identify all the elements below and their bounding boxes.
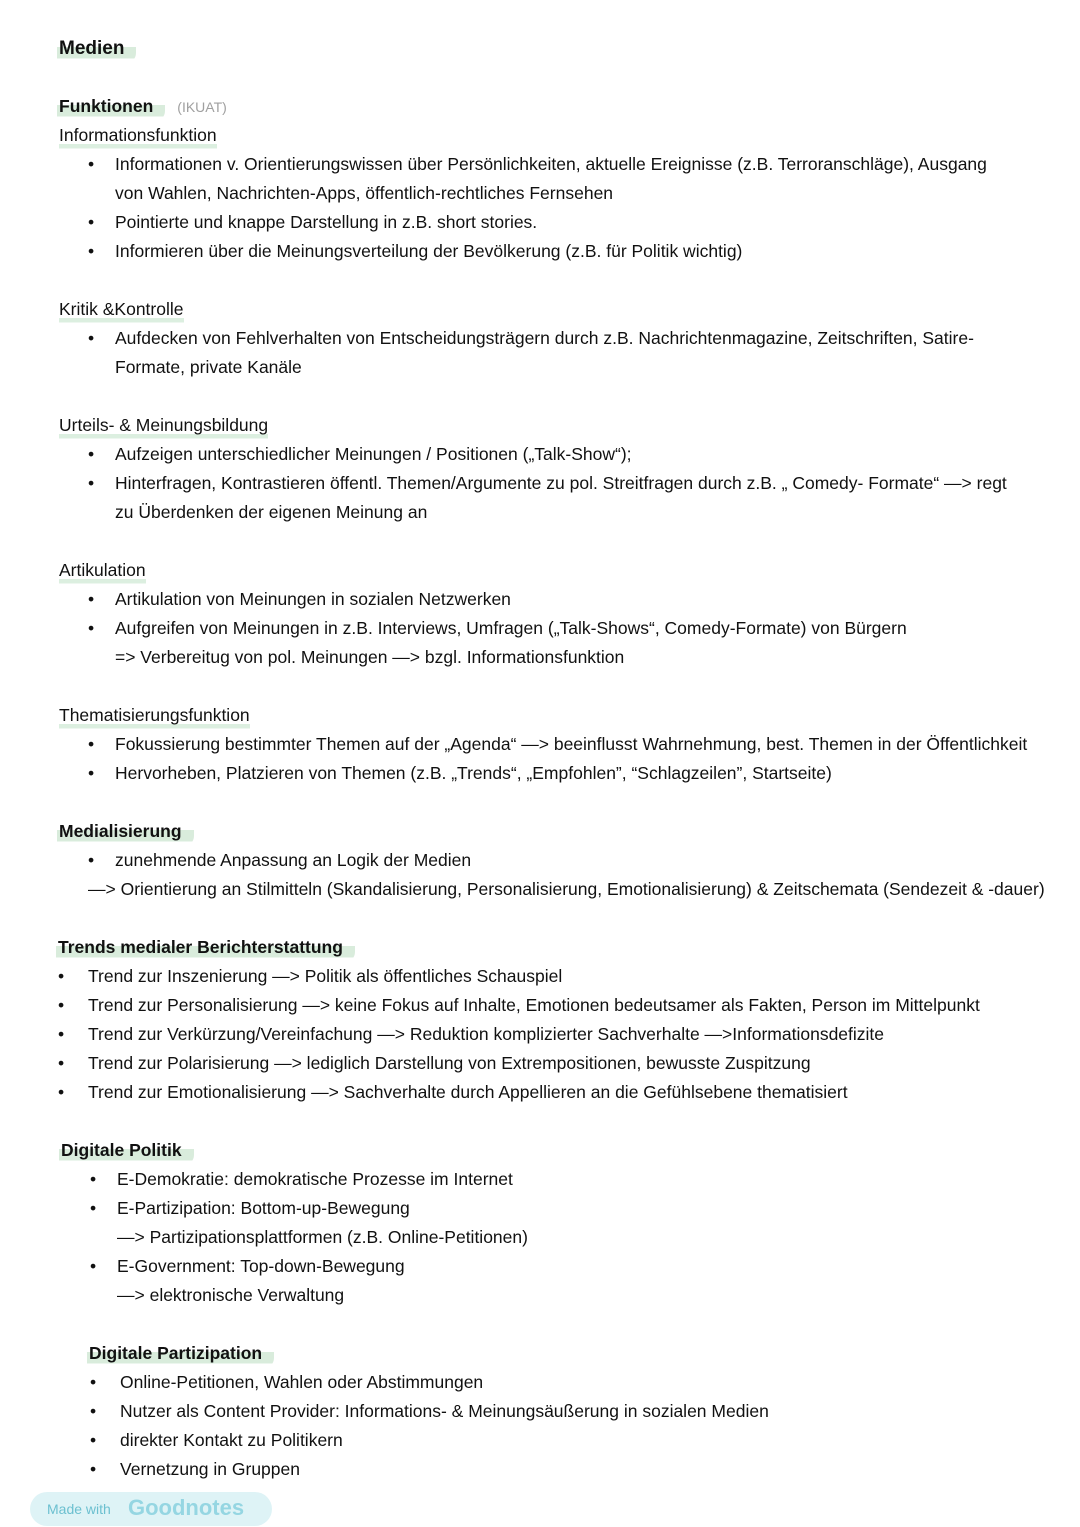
bullet: •	[88, 241, 95, 261]
bullet: •	[58, 1024, 65, 1044]
document	[0, 34, 1080, 1484]
list-item: Hinterfragen, Kontrastieren öffentl. Themen/Argumente zu pol. Streitfragen durch z.B. „ Comedy- Formate“ —> regt	[115, 473, 1007, 493]
list-item-arrow: —> Partizipationsplattformen (z.B. Online-Petitionen)	[117, 1227, 528, 1247]
watermark-prefix: Made with	[47, 1501, 111, 1517]
bullet: •	[88, 734, 95, 754]
section-heading-digitale-partizipation: Digitale Partizipation	[87, 1339, 274, 1368]
page-title: Medien	[57, 34, 136, 63]
list-item-cont: von Wahlen, Nachrichten-Apps, öffentlich-rechtliches Fernsehen	[115, 183, 614, 203]
bullet: •	[88, 850, 95, 870]
list-item: Trend zur Polarisierung —> lediglich Darstellung von Extrempositionen, bewusste Zuspitzung	[88, 1053, 811, 1073]
bullet: •	[58, 995, 65, 1015]
bullet: •	[88, 154, 95, 174]
list-item: Hervorheben, Platzieren von Themen (z.B. „Trends“, „Empfohlen”, “Schlagzeilen”, Startseite)	[115, 763, 832, 783]
subheading-informationsfunktion: Informationsfunktion	[59, 121, 217, 150]
list-item: Online-Petitionen, Wahlen oder Abstimmungen	[120, 1372, 484, 1392]
section-heading-funktionen: Funktionen	[57, 92, 165, 121]
bullet: •	[90, 1430, 97, 1450]
bullet: •	[88, 589, 95, 609]
bullet: •	[88, 444, 95, 464]
bullet: •	[58, 966, 65, 986]
list-item: Informieren über die Meinungsverteilung der Bevölkerung (z.B. für Politik wichtig)	[115, 241, 743, 261]
list-item-cont: => Verbereitug von pol. Meinungen —> bzgl. Informationsfunktion	[115, 647, 625, 667]
bullet: •	[88, 473, 95, 493]
bullet: •	[90, 1401, 97, 1421]
list-item: Trend zur Personalisierung —> keine Fokus auf Inhalte, Emotionen bedeutsamer als Fakten, Person im Mittelpunkt	[88, 995, 980, 1015]
section-heading-digitale-politik: Digitale Politik	[59, 1136, 194, 1165]
watermark-badge	[30, 1492, 272, 1526]
list-item: direkter Kontakt zu Politikern	[120, 1430, 343, 1450]
bullet: •	[58, 1082, 65, 1102]
list-item: Aufzeigen unterschiedlicher Meinungen / Positionen („Talk-Show“);	[115, 444, 632, 464]
list-item: E-Government: Top-down-Bewegung	[117, 1256, 405, 1276]
subheading-thematisierung: Thematisierungsfunktion	[59, 701, 250, 730]
subheading-kritik: Kritik &Kontrolle	[59, 295, 184, 324]
bullet: •	[90, 1169, 97, 1189]
list-item-arrow: —> Orientierung an Stilmitteln (Skandalisierung, Personalisierung, Emotionalisierung) & Zeitschemata (Sendezeit & -dauer)	[88, 879, 1045, 899]
list-item: Trend zur Emotionalisierung —> Sachverhalte durch Appellieren an die Gefühlsebene thematisiert	[88, 1082, 848, 1102]
list-item: Trend zur Verkürzung/Vereinfachung —> Reduktion komplizierter Sachverhalte —>Informationsdefizite	[88, 1024, 885, 1044]
bullet: •	[88, 618, 95, 638]
list-item: zunehmende Anpassung an Logik der Medien	[115, 850, 472, 870]
section-heading-trends: Trends medialer Berichterstattung	[56, 933, 355, 962]
bullet: •	[90, 1372, 97, 1392]
bullet: •	[88, 763, 95, 783]
watermark-brand: Goodnotes	[128, 1495, 245, 1520]
bullet: •	[58, 1053, 65, 1073]
list-item: Aufdecken von Fehlverhalten von Entscheidungsträgern durch z.B. Nachrichtenmagazine, Zeitschriften, Satire-	[115, 328, 974, 348]
list-item: Vernetzung in Gruppen	[120, 1459, 300, 1479]
bullet: •	[90, 1256, 97, 1276]
list-item: Aufgreifen von Meinungen in z.B. Interviews, Umfragen („Talk-Shows“, Comedy-Formate) von Bürgern	[115, 618, 907, 638]
bullet: •	[88, 212, 95, 232]
list-item: Pointierte und knappe Darstellung in z.B. short stories.	[115, 212, 538, 232]
list-item: Informationen v. Orientierungswissen über Persönlichkeiten, aktuelle Ereignisse (z.B. Terroranschläge), Ausgang	[115, 154, 987, 174]
subheading-urteil: Urteils- & Meinungsbildung	[59, 411, 268, 440]
bullet: •	[90, 1198, 97, 1218]
bullet: •	[90, 1459, 97, 1479]
list-item: E-Demokratie: demokratische Prozesse im Internet	[117, 1169, 513, 1189]
list-item-arrow: —> elektronische Verwaltung	[117, 1285, 345, 1305]
section-heading-medialisierung: Medialisierung	[57, 817, 194, 846]
list-item: Artikulation von Meinungen in sozialen Netzwerken	[115, 589, 511, 609]
subheading-artikulation: Artikulation	[59, 556, 146, 585]
heading-note: (IKUAT)	[177, 99, 227, 115]
list-item-cont: zu Überdenken der eigenen Meinung an	[115, 502, 428, 522]
list-item: Fokussierung bestimmter Themen auf der „Agenda“ —> beeinflusst Wahrnehmung, best. Themen in der Öffentlichkeit	[115, 734, 1028, 754]
list-item-cont: Formate, private Kanäle	[115, 357, 302, 377]
list-item: E-Partizipation: Bottom-up-Bewegung	[117, 1198, 410, 1218]
bullet: •	[88, 328, 95, 348]
list-item: Nutzer als Content Provider: Informations- & Meinungsäußerung in sozialen Medien	[120, 1401, 769, 1421]
list-item: Trend zur Inszenierung —> Politik als öffentliches Schauspiel	[88, 966, 563, 986]
